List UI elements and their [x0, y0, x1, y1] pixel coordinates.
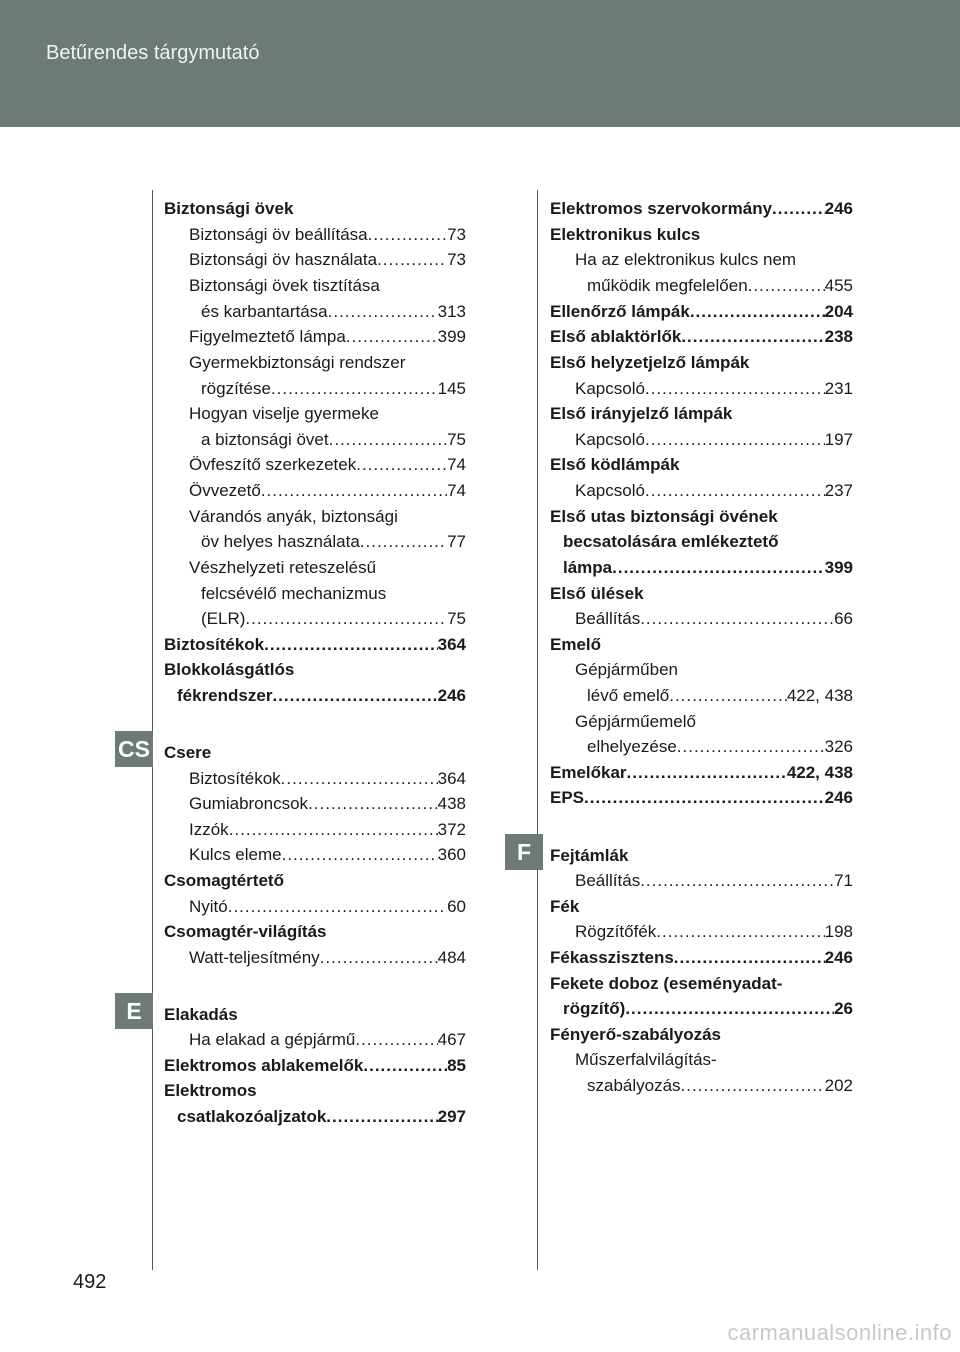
index-entry: rögzítő) ..... 26: [563, 996, 853, 1022]
index-entry: Fékasszisztens ..... 246: [550, 945, 853, 971]
index-entry: Kapcsoló ..... 197: [575, 427, 853, 453]
index-heading: Fekete doboz (eseményadat-: [550, 974, 783, 993]
index-entry: Kapcsoló ..... 231: [575, 376, 853, 402]
index-subheading: Gyermekbiztonsági rendszer: [189, 353, 406, 372]
index-entry: és karbantartása ..... 313: [201, 299, 466, 325]
index-entry: Beállítás ..... 66: [575, 606, 853, 632]
column-divider-right: [537, 190, 538, 1270]
index-entry: Izzók ..... 372: [189, 817, 466, 843]
index-heading: Elakadás: [164, 1005, 238, 1024]
index-heading: Első helyzetjelző lámpák: [550, 353, 750, 372]
index-heading: Biztonsági övek: [164, 199, 294, 218]
index-entry: rögzítése ..... 145: [201, 376, 466, 402]
index-heading: Első utas biztonsági övének: [550, 507, 778, 526]
index-entry: szabályozás ..... 202: [587, 1073, 853, 1099]
index-entry: öv helyes használata ..... 77: [201, 529, 466, 555]
index-entry: Nyitó ..... 60: [189, 894, 466, 920]
index-entry: Biztonsági öv beállítása ..... 73: [189, 222, 466, 248]
index-entry: elhelyezése ..... 326: [587, 734, 853, 760]
index-entry: EPS ..... 246: [550, 785, 853, 811]
index-subheading: Gépjárműemelő: [575, 712, 696, 731]
section-tab-e: E: [115, 993, 153, 1029]
index-entry: Gumiabroncsok ..... 438: [189, 791, 466, 817]
index-heading: Elektronikus kulcs: [550, 225, 701, 244]
section-tab-f: F: [505, 834, 543, 870]
index-entry: Ellenőrző lámpák ..... 204: [550, 299, 853, 325]
index-entry: Ha elakad a gépjármű ..... 467: [189, 1027, 466, 1053]
index-entry: Watt-teljesítmény ..... 484: [189, 945, 466, 971]
index-entry: működik megfelelően ..... 455: [587, 273, 853, 299]
index-subheading: Ha az elektronikus kulcs nem: [575, 250, 797, 269]
index-entry: Figyelmeztető lámpa ..... 399: [189, 324, 466, 350]
index-subheading: Gépjárműben: [575, 660, 679, 679]
index-entry: fékrendszer ..... 246: [177, 683, 466, 709]
index-entry: Kulcs eleme ..... 360: [189, 842, 466, 868]
index-heading: Első ködlámpák: [550, 455, 680, 474]
index-subheading: Várandós anyák, biztonsági: [189, 507, 398, 526]
index-subheading: Hogyan viselje gyermeke: [189, 404, 379, 423]
index-heading: Első irányjelző lámpák: [550, 404, 733, 423]
watermark: carmanualsonline.info: [727, 1320, 952, 1345]
index-entry: Biztonsági öv használata ..... 73: [189, 247, 466, 273]
page-header: [0, 0, 960, 127]
section-tab-cs: CS: [115, 731, 153, 767]
index-heading: Fényerő-szabályozás: [550, 1025, 722, 1044]
index-heading: Blokkolásgátlós: [164, 660, 295, 679]
index-heading: Első ülések: [550, 584, 644, 603]
index-entry: lámpa ..... 399: [563, 555, 853, 581]
index-entry: Biztosítékok ..... 364: [164, 632, 466, 658]
header-title: Betűrendes tárgymutató: [46, 42, 260, 64]
index-subheading: Biztonsági övek tisztítása: [189, 276, 380, 295]
index-entry: Elektromos ablakemelők ..... 85: [164, 1053, 466, 1079]
index-heading: Csomagtér-világítás: [164, 922, 327, 941]
index-entry: Rögzítőfék ..... 198: [575, 919, 853, 945]
index-subheading: Vészhelyzeti reteszelésű: [189, 558, 377, 577]
column-divider-left: [152, 190, 153, 1270]
index-entry: Beállítás ..... 71: [575, 868, 853, 894]
index-entry: (ELR) ..... 75: [201, 606, 466, 632]
index-entry: lévő emelő ..... 422, 438: [587, 683, 853, 709]
index-entry: Emelőkar ..... 422, 438: [550, 760, 853, 786]
index-entry: Biztosítékok ..... 364: [189, 766, 466, 792]
index-subheading: felcsévélő mechanizmus: [201, 584, 387, 603]
index-entry: Elektromos szervokormány ..... 246: [550, 196, 853, 222]
index-entry: Első ablaktörlők ..... 238: [550, 324, 853, 350]
index-heading: Emelő: [550, 635, 602, 654]
index-heading: Csomagtértető: [164, 871, 284, 890]
index-entry: Övfeszítő szerkezetek ..... 74: [189, 452, 466, 478]
index-entry: a biztonsági övet ..... 75: [201, 427, 466, 453]
index-heading: Csere: [164, 743, 212, 762]
index-heading: Fék: [550, 897, 580, 916]
index-entry: Övvezető ..... 74: [189, 478, 466, 504]
index-heading: becsatolására emlékeztető: [563, 532, 779, 551]
index-entry: csatlakozóaljzatok ..... 297: [177, 1104, 466, 1130]
page-number: 492: [73, 1271, 107, 1293]
index-heading: Elektromos: [164, 1081, 257, 1100]
index-entry: Kapcsoló ..... 237: [575, 478, 853, 504]
index-heading: Fejtámlák: [550, 846, 629, 865]
index-subheading: Műszerfalvilágítás-: [575, 1050, 717, 1069]
